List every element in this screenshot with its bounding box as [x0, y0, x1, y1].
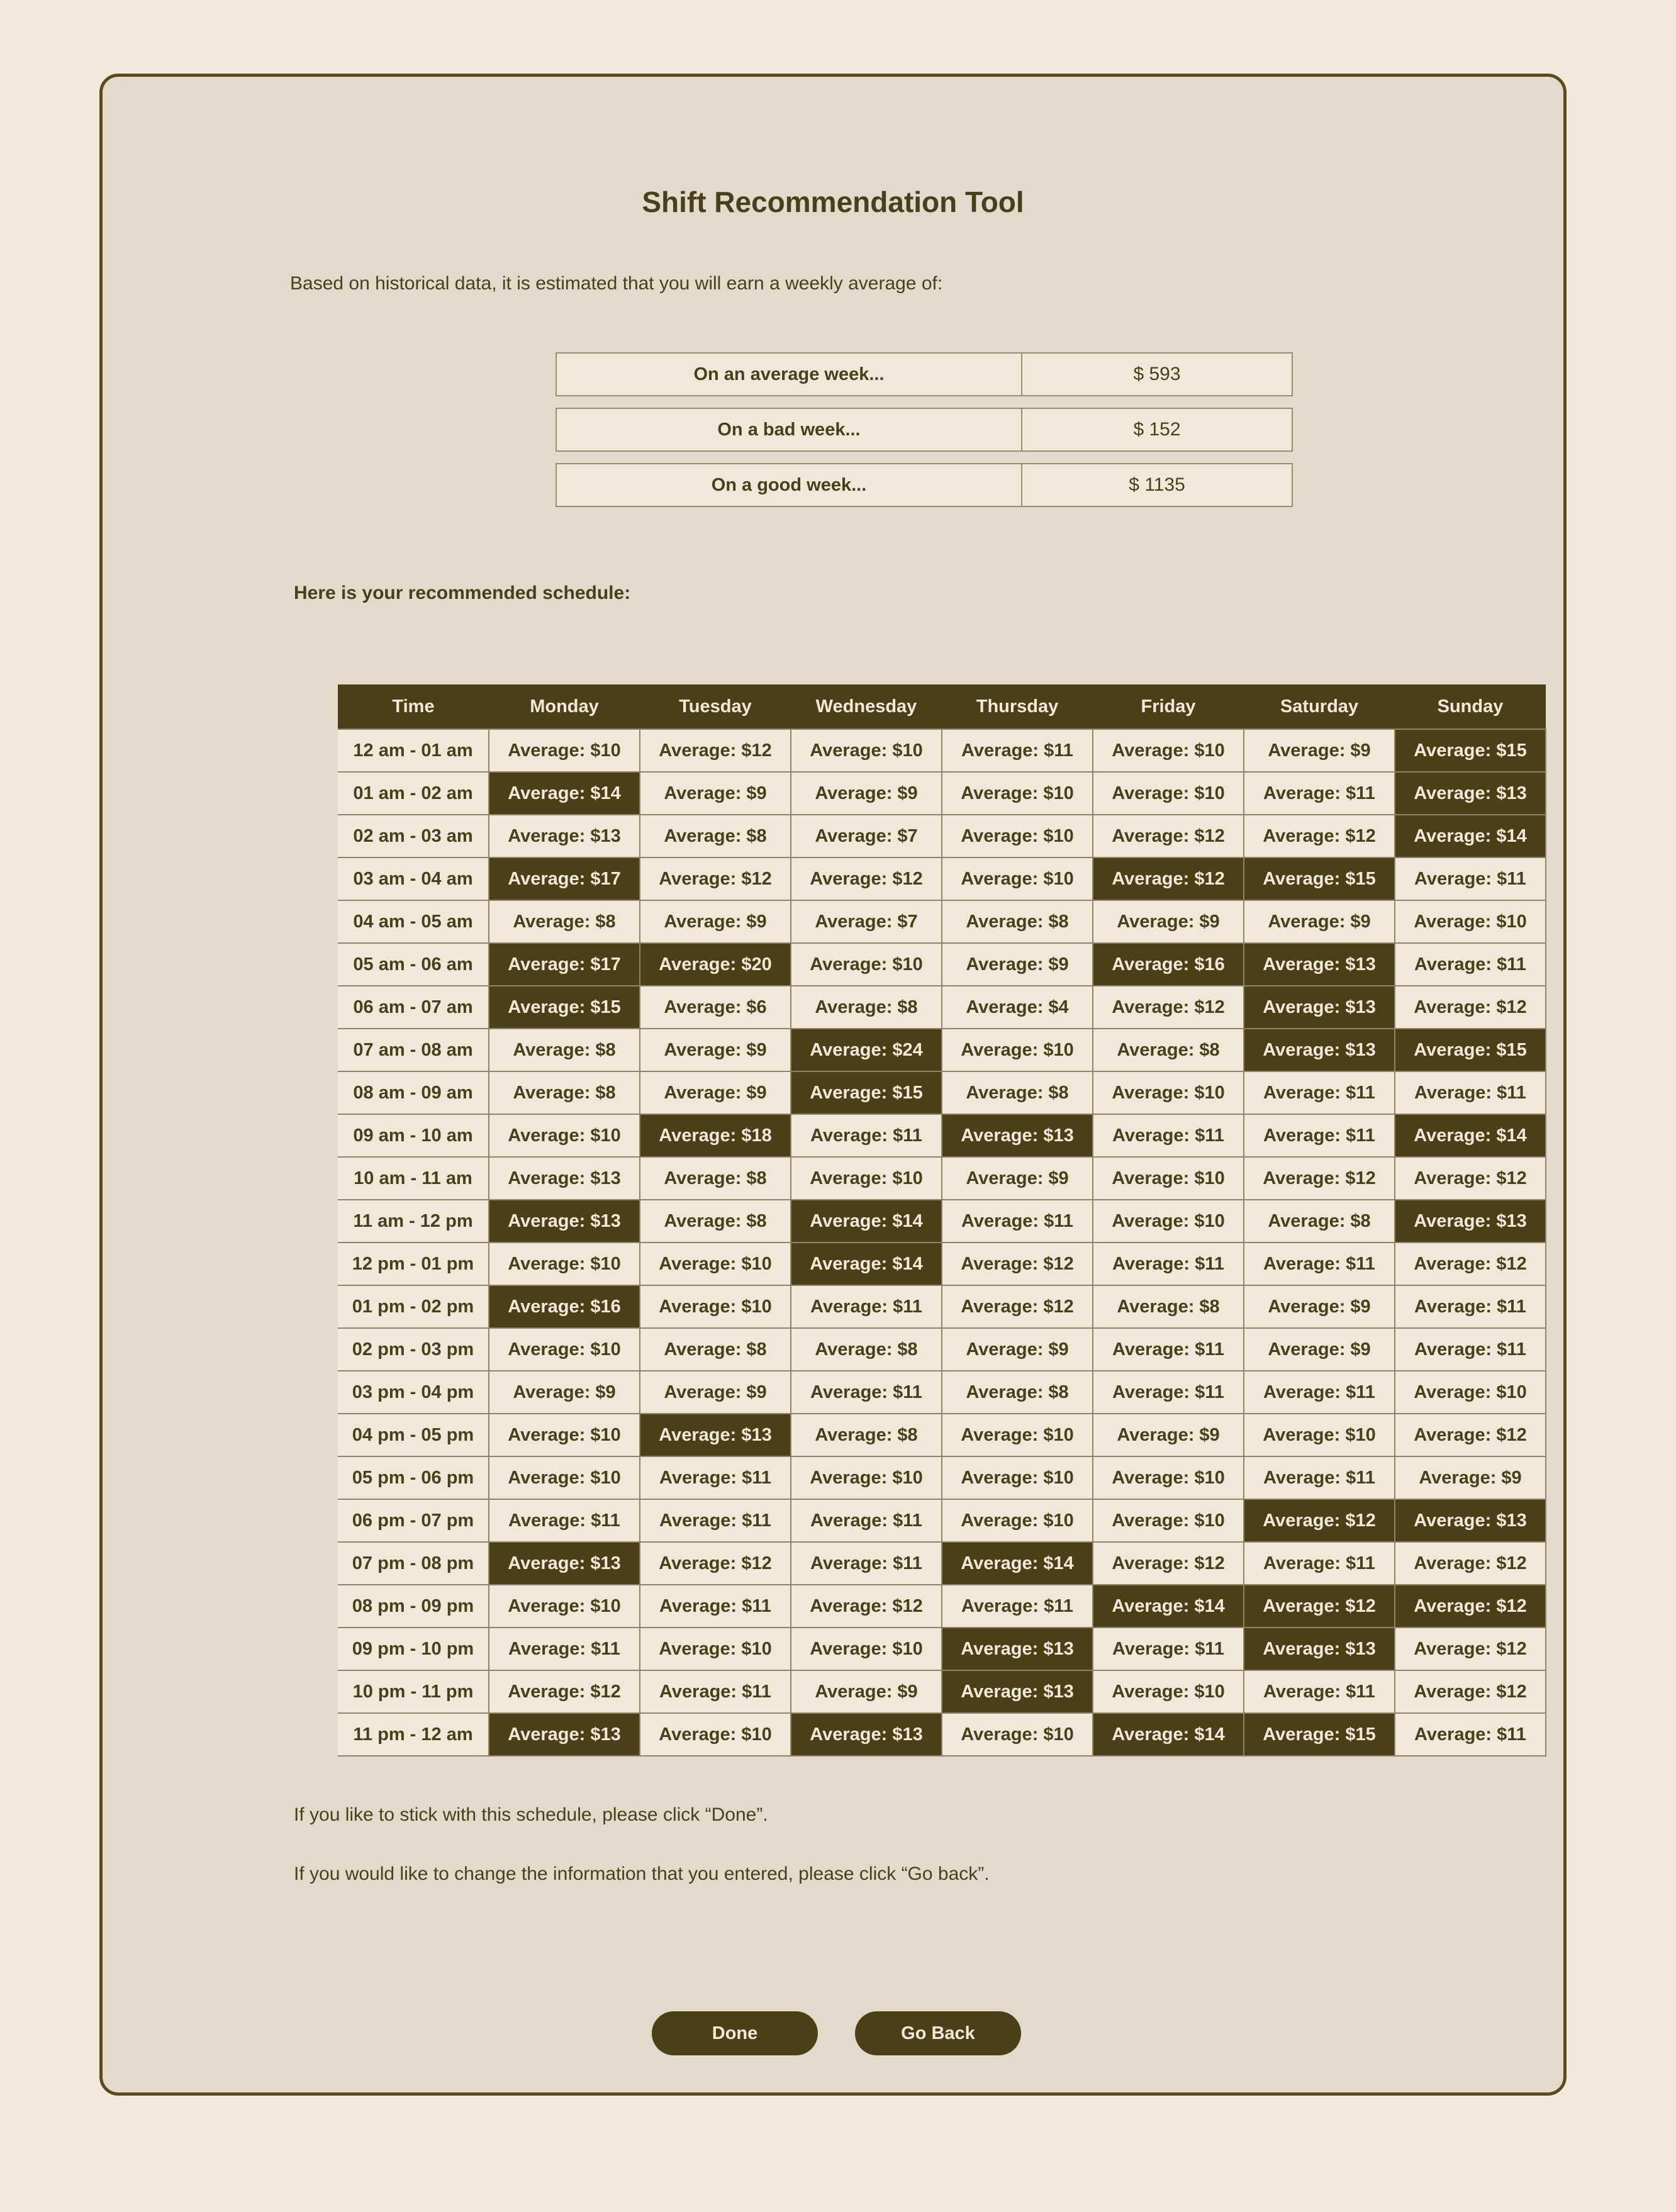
recommended-shift-cell: Average: $13 [1395, 1499, 1546, 1542]
column-header-sunday: Sunday [1395, 684, 1546, 729]
column-header-saturday: Saturday [1244, 684, 1395, 729]
shift-average-cell: Average: $12 [1395, 1670, 1546, 1713]
shift-average-cell: Average: $12 [1093, 815, 1244, 857]
shift-average-cell: Average: $8 [640, 1157, 791, 1200]
time-slot-cell: 05 am - 06 am [338, 943, 489, 986]
shift-average-cell: Average: $10 [640, 1243, 791, 1285]
shift-average-cell: Average: $11 [640, 1456, 791, 1499]
shift-average-cell: Average: $10 [1093, 1157, 1244, 1200]
shift-average-cell: Average: $11 [1093, 1243, 1244, 1285]
shift-average-cell: Average: $13 [489, 1157, 640, 1200]
shift-average-cell: Average: $10 [489, 1585, 640, 1628]
shift-average-cell: Average: $12 [791, 1585, 942, 1628]
shift-average-cell: Average: $10 [942, 857, 1093, 900]
shift-average-cell: Average: $9 [942, 1328, 1093, 1371]
go-back-button[interactable]: Go Back [855, 2011, 1021, 2055]
table-row [338, 1542, 1546, 1585]
shift-average-cell: Average: $11 [1395, 1071, 1546, 1114]
shift-average-cell: Average: $10 [1093, 1071, 1244, 1114]
shift-average-cell: Average: $10 [942, 1456, 1093, 1499]
tool-card [99, 74, 1567, 2096]
recommended-shift-cell: Average: $13 [1244, 1628, 1395, 1670]
summary-label: On a bad week... [557, 409, 1022, 450]
shift-average-cell: Average: $12 [1093, 1542, 1244, 1585]
table-row [338, 1499, 1546, 1542]
column-header-friday: Friday [1093, 684, 1244, 729]
shift-average-cell: Average: $10 [1093, 1200, 1244, 1243]
column-header-monday: Monday [489, 684, 640, 729]
recommended-shift-cell: Average: $14 [942, 1542, 1093, 1585]
shift-average-cell: Average: $11 [1093, 1328, 1244, 1371]
time-slot-cell: 06 pm - 07 pm [338, 1499, 489, 1542]
recommended-shift-cell: Average: $15 [489, 986, 640, 1029]
shift-average-cell: Average: $11 [1395, 1713, 1546, 1756]
summary-row-good [556, 463, 1293, 507]
table-row [338, 1243, 1546, 1285]
table-row [338, 772, 1546, 815]
shift-average-cell: Average: $9 [942, 1157, 1093, 1200]
shift-average-cell: Average: $12 [942, 1243, 1093, 1285]
shift-average-cell: Average: $8 [791, 986, 942, 1029]
shift-average-cell: Average: $9 [1244, 900, 1395, 943]
shift-average-cell: Average: $10 [640, 1713, 791, 1756]
shift-average-cell: Average: $11 [791, 1285, 942, 1328]
shift-average-cell: Average: $11 [1395, 857, 1546, 900]
shift-average-cell: Average: $8 [942, 1371, 1093, 1414]
time-slot-cell: 02 pm - 03 pm [338, 1328, 489, 1371]
summary-label: On an average week... [557, 354, 1022, 395]
table-row [338, 943, 1546, 986]
shift-average-cell: Average: $11 [1244, 1456, 1395, 1499]
recommended-shift-cell: Average: $12 [1244, 1499, 1395, 1542]
done-button[interactable]: Done [652, 2011, 818, 2055]
time-slot-cell: 03 pm - 04 pm [338, 1371, 489, 1414]
recommended-shift-cell: Average: $12 [1244, 1585, 1395, 1628]
shift-average-cell: Average: $11 [791, 1542, 942, 1585]
recommended-shift-cell: Average: $16 [1093, 943, 1244, 986]
shift-average-cell: Average: $8 [640, 1200, 791, 1243]
shift-average-cell: Average: $10 [1395, 900, 1546, 943]
table-row [338, 1071, 1546, 1114]
table-row [338, 900, 1546, 943]
table-row [338, 1371, 1546, 1414]
shift-average-cell: Average: $8 [1093, 1285, 1244, 1328]
table-row [338, 815, 1546, 857]
shift-average-cell: Average: $8 [489, 900, 640, 943]
table-row [338, 1585, 1546, 1628]
shift-average-cell: Average: $12 [1395, 1243, 1546, 1285]
shift-average-cell: Average: $10 [1093, 1670, 1244, 1713]
shift-average-cell: Average: $10 [1093, 1499, 1244, 1542]
recommended-shift-cell: Average: $15 [791, 1071, 942, 1114]
shift-average-cell: Average: $9 [640, 900, 791, 943]
shift-average-cell: Average: $8 [640, 1328, 791, 1371]
column-header-wednesday: Wednesday [791, 684, 942, 729]
shift-average-cell: Average: $8 [1093, 1029, 1244, 1071]
recommended-shift-cell: Average: $20 [640, 943, 791, 986]
time-slot-cell: 11 pm - 12 am [338, 1713, 489, 1756]
time-slot-cell: 01 pm - 02 pm [338, 1285, 489, 1328]
column-header-tuesday: Tuesday [640, 684, 791, 729]
recommended-shift-cell: Average: $13 [640, 1414, 791, 1456]
shift-average-cell: Average: $10 [1093, 729, 1244, 772]
shift-average-cell: Average: $11 [942, 729, 1093, 772]
recommended-shift-cell: Average: $13 [1244, 1029, 1395, 1071]
shift-average-cell: Average: $13 [489, 815, 640, 857]
table-row [338, 1414, 1546, 1456]
shift-average-cell: Average: $11 [640, 1670, 791, 1713]
recommended-shift-cell: Average: $12 [1093, 857, 1244, 900]
shift-average-cell: Average: $8 [942, 1071, 1093, 1114]
shift-average-cell: Average: $10 [791, 1628, 942, 1670]
shift-average-cell: Average: $10 [489, 1328, 640, 1371]
shift-average-cell: Average: $9 [1395, 1456, 1546, 1499]
table-row [338, 1328, 1546, 1371]
earnings-summary [556, 352, 1293, 518]
recommended-shift-cell: Average: $16 [489, 1285, 640, 1328]
shift-average-cell: Average: $8 [791, 1414, 942, 1456]
shift-average-cell: Average: $11 [1395, 1328, 1546, 1371]
recommended-shift-cell: Average: $13 [942, 1114, 1093, 1157]
shift-average-cell: Average: $12 [1395, 1414, 1546, 1456]
time-slot-cell: 03 am - 04 am [338, 857, 489, 900]
table-row [338, 1200, 1546, 1243]
summary-row-average [556, 352, 1293, 396]
recommended-shift-cell: Average: $13 [791, 1713, 942, 1756]
shift-average-cell: Average: $8 [489, 1029, 640, 1071]
recommended-shift-cell: Average: $15 [1244, 1713, 1395, 1756]
table-row [338, 1456, 1546, 1499]
shift-average-cell: Average: $11 [640, 1585, 791, 1628]
shift-average-cell: Average: $9 [791, 1670, 942, 1713]
time-slot-cell: 12 am - 01 am [338, 729, 489, 772]
time-slot-cell: 01 am - 02 am [338, 772, 489, 815]
shift-average-cell: Average: $11 [1244, 1542, 1395, 1585]
recommended-shift-cell: Average: $14 [1093, 1585, 1244, 1628]
time-slot-cell: 08 pm - 09 pm [338, 1585, 489, 1628]
shift-average-cell: Average: $11 [942, 1200, 1093, 1243]
shift-average-cell: Average: $11 [1244, 1371, 1395, 1414]
shift-average-cell: Average: $10 [1093, 772, 1244, 815]
table-row [338, 857, 1546, 900]
schedule-header-row [338, 684, 1546, 729]
shift-average-cell: Average: $11 [1395, 943, 1546, 986]
shift-average-cell: Average: $10 [640, 1628, 791, 1670]
shift-average-cell: Average: $10 [942, 1414, 1093, 1456]
recommended-shift-cell: Average: $15 [1244, 857, 1395, 900]
time-slot-cell: 07 pm - 08 pm [338, 1542, 489, 1585]
table-row [338, 1029, 1546, 1071]
recommended-shift-cell: Average: $13 [942, 1628, 1093, 1670]
shift-average-cell: Average: $10 [1093, 1456, 1244, 1499]
shift-average-cell: Average: $11 [791, 1499, 942, 1542]
summary-value: $ 1135 [1129, 474, 1185, 495]
shift-average-cell: Average: $10 [489, 1456, 640, 1499]
time-slot-cell: 09 pm - 10 pm [338, 1628, 489, 1670]
shift-average-cell: Average: $11 [791, 1371, 942, 1414]
shift-average-cell: Average: $11 [489, 1499, 640, 1542]
shift-average-cell: Average: $10 [1244, 1414, 1395, 1456]
shift-average-cell: Average: $9 [1093, 900, 1244, 943]
time-slot-cell: 11 am - 12 pm [338, 1200, 489, 1243]
schedule-body [338, 729, 1546, 1756]
recommended-shift-cell: Average: $12 [1395, 1585, 1546, 1628]
recommended-shift-cell: Average: $14 [1395, 1114, 1546, 1157]
recommended-shift-cell: Average: $14 [1093, 1713, 1244, 1756]
shift-average-cell: Average: $9 [640, 1371, 791, 1414]
shift-average-cell: Average: $12 [640, 729, 791, 772]
recommended-shift-cell: Average: $15 [1395, 729, 1546, 772]
shift-average-cell: Average: $11 [1244, 1114, 1395, 1157]
shift-average-cell: Average: $12 [1395, 1157, 1546, 1200]
shift-average-cell: Average: $12 [640, 1542, 791, 1585]
column-header-time: Time [338, 684, 489, 729]
recommended-shift-cell: Average: $14 [791, 1200, 942, 1243]
shift-average-cell: Average: $10 [489, 729, 640, 772]
shift-average-cell: Average: $10 [791, 1157, 942, 1200]
shift-average-cell: Average: $10 [640, 1285, 791, 1328]
shift-average-cell: Average: $10 [791, 943, 942, 986]
recommended-shift-cell: Average: $13 [942, 1670, 1093, 1713]
recommended-shift-cell: Average: $14 [791, 1243, 942, 1285]
shift-average-cell: Average: $12 [1395, 986, 1546, 1029]
time-slot-cell: 04 pm - 05 pm [338, 1414, 489, 1456]
intro-text: Based on historical data, it is estimated that you will earn a weekly average of: [290, 273, 943, 294]
shift-average-cell: Average: $7 [791, 815, 942, 857]
shift-average-cell: Average: $7 [791, 900, 942, 943]
recommended-shift-cell: Average: $17 [489, 857, 640, 900]
shift-average-cell: Average: $10 [942, 772, 1093, 815]
recommended-shift-cell: Average: $13 [489, 1542, 640, 1585]
table-row [338, 1114, 1546, 1157]
shift-average-cell: Average: $8 [640, 815, 791, 857]
column-header-thursday: Thursday [942, 684, 1093, 729]
time-slot-cell: 08 am - 09 am [338, 1071, 489, 1114]
shift-average-cell: Average: $12 [489, 1670, 640, 1713]
table-row [338, 1628, 1546, 1670]
shift-average-cell: Average: $10 [489, 1243, 640, 1285]
shift-average-cell: Average: $11 [1244, 772, 1395, 815]
summary-value: $ 593 [1133, 364, 1181, 384]
shift-average-cell: Average: $10 [942, 1029, 1093, 1071]
recommended-shift-cell: Average: $17 [489, 943, 640, 986]
recommended-shift-cell: Average: $15 [1395, 1029, 1546, 1071]
shift-average-cell: Average: $10 [489, 1414, 640, 1456]
recommended-shift-cell: Average: $13 [1395, 1200, 1546, 1243]
time-slot-cell: 05 pm - 06 pm [338, 1456, 489, 1499]
shift-average-cell: Average: $9 [942, 943, 1093, 986]
shift-average-cell: Average: $6 [640, 986, 791, 1029]
time-slot-cell: 12 pm - 01 pm [338, 1243, 489, 1285]
shift-average-cell: Average: $12 [1395, 1628, 1546, 1670]
shift-average-cell: Average: $8 [791, 1328, 942, 1371]
shift-average-cell: Average: $11 [1244, 1071, 1395, 1114]
recommended-shift-cell: Average: $13 [1395, 772, 1546, 815]
shift-average-cell: Average: $10 [791, 1456, 942, 1499]
shift-average-cell: Average: $11 [1093, 1114, 1244, 1157]
done-instruction: If you like to stick with this schedule, please click “Done”. [294, 1804, 768, 1825]
shift-average-cell: Average: $9 [640, 1029, 791, 1071]
recommended-shift-cell: Average: $14 [489, 772, 640, 815]
shift-average-cell: Average: $9 [489, 1371, 640, 1414]
table-row [338, 1713, 1546, 1756]
shift-average-cell: Average: $8 [942, 900, 1093, 943]
time-slot-cell: 10 am - 11 am [338, 1157, 489, 1200]
table-row [338, 986, 1546, 1029]
time-slot-cell: 02 am - 03 am [338, 815, 489, 857]
summary-label: On a good week... [557, 464, 1022, 506]
recommended-shift-cell: Average: $13 [489, 1713, 640, 1756]
shift-average-cell: Average: $11 [640, 1499, 791, 1542]
shift-average-cell: Average: $9 [1244, 1285, 1395, 1328]
shift-average-cell: Average: $12 [1093, 986, 1244, 1029]
recommended-shift-cell: Average: $13 [489, 1200, 640, 1243]
page-title: Shift Recommendation Tool [642, 186, 1024, 218]
shift-average-cell: Average: $8 [1244, 1200, 1395, 1243]
recommended-shift-cell: Average: $13 [1244, 986, 1395, 1029]
shift-average-cell: Average: $12 [640, 857, 791, 900]
shift-average-cell: Average: $10 [489, 1114, 640, 1157]
shift-average-cell: Average: $11 [791, 1114, 942, 1157]
shift-average-cell: Average: $11 [1395, 1285, 1546, 1328]
shift-average-cell: Average: $11 [1244, 1670, 1395, 1713]
shift-average-cell: Average: $10 [1395, 1371, 1546, 1414]
time-slot-cell: 09 am - 10 am [338, 1114, 489, 1157]
shift-average-cell: Average: $10 [942, 1499, 1093, 1542]
shift-average-cell: Average: $8 [489, 1071, 640, 1114]
shift-average-cell: Average: $11 [942, 1585, 1093, 1628]
summary-row-bad [556, 408, 1293, 452]
shift-average-cell: Average: $9 [1093, 1414, 1244, 1456]
time-slot-cell: 07 am - 08 am [338, 1029, 489, 1071]
schedule-table [338, 684, 1546, 1757]
table-row [338, 1670, 1546, 1713]
recommended-shift-cell: Average: $24 [791, 1029, 942, 1071]
shift-average-cell: Average: $12 [1244, 815, 1395, 857]
shift-average-cell: Average: $10 [942, 1713, 1093, 1756]
shift-average-cell: Average: $9 [640, 772, 791, 815]
shift-average-cell: Average: $11 [1093, 1371, 1244, 1414]
shift-average-cell: Average: $11 [1244, 1243, 1395, 1285]
recommended-shift-cell: Average: $18 [640, 1114, 791, 1157]
recommended-shift-cell: Average: $13 [1244, 943, 1395, 986]
shift-average-cell: Average: $10 [942, 815, 1093, 857]
shift-average-cell: Average: $9 [1244, 1328, 1395, 1371]
shift-average-cell: Average: $12 [1395, 1542, 1546, 1585]
schedule-label: Here is your recommended schedule: [294, 583, 631, 603]
summary-value: $ 152 [1133, 419, 1181, 440]
time-slot-cell: 10 pm - 11 pm [338, 1670, 489, 1713]
shift-average-cell: Average: $10 [791, 729, 942, 772]
shift-average-cell: Average: $9 [640, 1071, 791, 1114]
shift-average-cell: Average: $12 [942, 1285, 1093, 1328]
shift-average-cell: Average: $11 [1093, 1628, 1244, 1670]
shift-average-cell: Average: $12 [1244, 1157, 1395, 1200]
time-slot-cell: 04 am - 05 am [338, 900, 489, 943]
time-slot-cell: 06 am - 07 am [338, 986, 489, 1029]
go-back-instruction: If you would like to change the information that you entered, please click “Go back”. [294, 1863, 990, 1884]
shift-average-cell: Average: $9 [1244, 729, 1395, 772]
table-row [338, 729, 1546, 772]
recommended-shift-cell: Average: $14 [1395, 815, 1546, 857]
table-row [338, 1157, 1546, 1200]
shift-average-cell: Average: $4 [942, 986, 1093, 1029]
table-row [338, 1285, 1546, 1328]
shift-average-cell: Average: $9 [791, 772, 942, 815]
shift-average-cell: Average: $12 [791, 857, 942, 900]
shift-average-cell: Average: $11 [489, 1628, 640, 1670]
